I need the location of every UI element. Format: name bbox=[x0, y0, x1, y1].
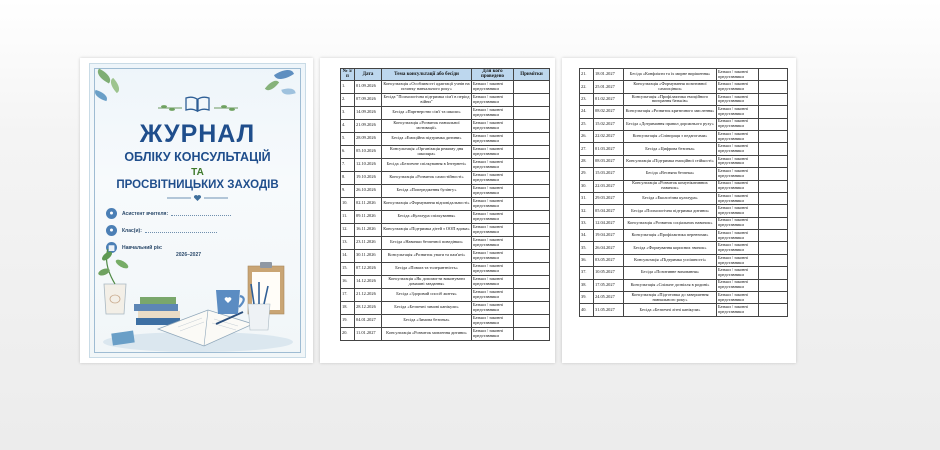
row-audience: Батьки / законні представники bbox=[717, 69, 759, 81]
table-row bbox=[341, 132, 550, 145]
row-notes bbox=[514, 119, 550, 132]
consultations-table-part1 bbox=[340, 68, 550, 341]
row-notes bbox=[514, 236, 550, 249]
row-number: 5. bbox=[341, 132, 355, 145]
row-date: 01.09.2026 bbox=[355, 80, 382, 93]
row-notes bbox=[759, 279, 788, 291]
table-row bbox=[341, 236, 550, 249]
row-number: 26. bbox=[580, 130, 594, 142]
row-number: 17. bbox=[341, 288, 355, 301]
row-number: 40. bbox=[580, 304, 594, 316]
row-audience: Батьки / законні представники bbox=[717, 81, 759, 93]
row-audience: Батьки / законні представники bbox=[472, 262, 514, 275]
row-topic: Бесіда «Безпечні літні канікули» bbox=[624, 304, 717, 316]
row-date: 05.04.2027 bbox=[594, 205, 624, 217]
table-row bbox=[341, 210, 550, 223]
row-notes bbox=[514, 314, 550, 327]
row-number: 39. bbox=[580, 292, 594, 304]
row-audience: Батьки / законні представники bbox=[717, 155, 759, 167]
row-number: 32. bbox=[580, 205, 594, 217]
row-audience: Батьки / законні представники bbox=[717, 279, 759, 291]
row-topic: Консультація «Розвиток мовлення дитини» bbox=[382, 327, 472, 340]
row-audience: Батьки / законні представники bbox=[472, 301, 514, 314]
row-date: 19.10.2026 bbox=[355, 171, 382, 184]
table-header-row bbox=[341, 69, 550, 81]
row-date: 26.04.2027 bbox=[594, 242, 624, 254]
row-number: 29. bbox=[580, 168, 594, 180]
table-row bbox=[580, 81, 788, 93]
row-topic: Консультація «Розвиток навчальної мотивації» bbox=[382, 119, 472, 132]
row-notes bbox=[514, 80, 550, 93]
table-row bbox=[580, 143, 788, 155]
row-topic: Бесіда «Повага та толерантність» bbox=[382, 262, 472, 275]
row-topic: Консультація «Розвиток уваги та пам'яті» bbox=[382, 249, 472, 262]
table-row bbox=[580, 155, 788, 167]
row-topic: Консультація «Організація режиму дня школяра» bbox=[382, 145, 472, 158]
row-topic: Консультація «Підготовка до завершення навчального року» bbox=[624, 292, 717, 304]
row-topic: Консультація «Розвиток соціальних навичок» bbox=[624, 217, 717, 229]
row-notes bbox=[759, 69, 788, 81]
row-topic: Бесіда «Екологічна культура» bbox=[624, 192, 717, 204]
row-date: 31.05.2027 bbox=[594, 304, 624, 316]
row-date: 10.05.2027 bbox=[594, 267, 624, 279]
open-book-icon bbox=[184, 95, 211, 113]
row-notes bbox=[514, 132, 550, 145]
row-date: 11.01.2027 bbox=[355, 327, 382, 340]
row-topic: Бесіда «Партнерство сім'ї та школи» bbox=[382, 106, 472, 119]
row-notes bbox=[514, 327, 550, 340]
row-audience: Батьки / законні представники bbox=[472, 197, 514, 210]
row-date: 09.11.2026 bbox=[355, 210, 382, 223]
year-value: 2026–2027 bbox=[176, 252, 202, 258]
table-row bbox=[341, 288, 550, 301]
row-notes bbox=[514, 145, 550, 158]
desk-illustration bbox=[98, 214, 298, 354]
row-number: 16. bbox=[341, 275, 355, 288]
table-row bbox=[580, 230, 788, 242]
table-row bbox=[580, 168, 788, 180]
row-number: 28. bbox=[580, 155, 594, 167]
table-page-2[interactable] bbox=[562, 58, 796, 363]
row-number: 4. bbox=[341, 119, 355, 132]
row-notes bbox=[759, 254, 788, 266]
row-date: 18.01.2027 bbox=[594, 69, 624, 81]
cover-subtitle-line2: ПРОСВІТНИЦЬКИХ ЗАХОДІВ bbox=[116, 179, 279, 191]
table-row bbox=[580, 217, 788, 229]
row-number: 1. bbox=[341, 80, 355, 93]
row-audience: Батьки / законні представники bbox=[717, 93, 759, 105]
row-number: 2. bbox=[341, 93, 355, 106]
table-row bbox=[580, 279, 788, 291]
row-notes bbox=[759, 168, 788, 180]
row-number: 3. bbox=[341, 106, 355, 119]
row-topic: Консультація «Формування відповідальності» bbox=[382, 197, 472, 210]
row-date: 08.02.2027 bbox=[594, 106, 624, 118]
row-audience: Батьки / законні представники bbox=[472, 314, 514, 327]
row-topic: Бесіда «Дотримання правил дорожнього руху» bbox=[624, 118, 717, 130]
row-notes bbox=[514, 249, 550, 262]
cover-page[interactable] bbox=[80, 58, 313, 363]
row-topic: Бесіда «Зимова безпека» bbox=[382, 314, 472, 327]
row-date: 15.02.2027 bbox=[594, 118, 624, 130]
row-topic: Бесіда «Весняна безпека» bbox=[624, 168, 717, 180]
row-topic: Консультація «Розвиток критичного мислення» bbox=[624, 106, 717, 118]
row-audience: Батьки / законні представники bbox=[472, 223, 514, 236]
year-label: Навчальний рік: bbox=[122, 244, 163, 251]
row-date: 03.05.2027 bbox=[594, 254, 624, 266]
row-topic: Бесіда «Безпечні зимові канікули» bbox=[382, 301, 472, 314]
row-topic: Бесіда «Емоційна підтримка дитини» bbox=[382, 132, 472, 145]
row-number: 22. bbox=[580, 81, 594, 93]
table-row bbox=[341, 262, 550, 275]
row-notes bbox=[759, 143, 788, 155]
row-audience: Батьки / законні представники bbox=[472, 236, 514, 249]
row-notes bbox=[514, 210, 550, 223]
row-date: 05.10.2026 bbox=[355, 145, 382, 158]
table-row bbox=[341, 93, 550, 106]
row-audience: Батьки / законні представники bbox=[472, 119, 514, 132]
row-topic: Бесіда «Психологічна підтримка дитини» bbox=[624, 205, 717, 217]
table-row bbox=[341, 119, 550, 132]
row-date: 21.12.2026 bbox=[355, 288, 382, 301]
row-audience: Батьки / законні представники bbox=[717, 217, 759, 229]
row-date: 15.03.2027 bbox=[594, 168, 624, 180]
row-notes bbox=[514, 275, 550, 288]
row-number: 7. bbox=[341, 158, 355, 171]
row-audience: Батьки / законні представники bbox=[717, 106, 759, 118]
row-number: 15. bbox=[341, 262, 355, 275]
row-notes bbox=[759, 304, 788, 316]
row-audience: Батьки / законні представники bbox=[472, 184, 514, 197]
header-topic: Тема консультації або бесіди bbox=[382, 69, 472, 81]
row-audience: Батьки / законні представники bbox=[472, 210, 514, 223]
table-row bbox=[341, 275, 550, 288]
row-number: 14. bbox=[341, 249, 355, 262]
row-date: 28.12.2026 bbox=[355, 301, 382, 314]
row-notes bbox=[514, 106, 550, 119]
header-number: № з/п bbox=[341, 69, 355, 81]
row-date: 01.02.2027 bbox=[594, 93, 624, 105]
row-audience: Батьки / законні представники bbox=[717, 118, 759, 130]
row-date: 14.09.2026 bbox=[355, 106, 382, 119]
row-number: 8. bbox=[341, 171, 355, 184]
table-row bbox=[341, 249, 550, 262]
table-row bbox=[580, 180, 788, 192]
table-row bbox=[341, 80, 550, 93]
row-notes bbox=[514, 288, 550, 301]
row-notes bbox=[759, 155, 788, 167]
row-number: 31. bbox=[580, 192, 594, 204]
table-row bbox=[341, 145, 550, 158]
row-audience: Батьки / законні представники bbox=[472, 93, 514, 106]
row-notes bbox=[759, 230, 788, 242]
consultations-table-part2 bbox=[579, 68, 788, 317]
header-date: Дата bbox=[355, 69, 382, 81]
table-row bbox=[341, 184, 550, 197]
row-date: 28.09.2026 bbox=[355, 132, 382, 145]
row-date: 21.09.2026 bbox=[355, 119, 382, 132]
table-row bbox=[341, 301, 550, 314]
table-row bbox=[580, 192, 788, 204]
row-date: 12.04.2027 bbox=[594, 217, 624, 229]
table-page-1[interactable] bbox=[320, 58, 555, 363]
table-row bbox=[341, 158, 550, 171]
table-row bbox=[580, 130, 788, 142]
row-notes bbox=[759, 242, 788, 254]
row-notes bbox=[759, 180, 788, 192]
header-audience: Для кого проведено bbox=[472, 69, 514, 81]
row-number: 6. bbox=[341, 145, 355, 158]
row-number: 33. bbox=[580, 217, 594, 229]
row-notes bbox=[514, 223, 550, 236]
row-date: 08.03.2027 bbox=[594, 155, 624, 167]
row-number: 10. bbox=[341, 197, 355, 210]
row-notes bbox=[759, 81, 788, 93]
row-number: 19. bbox=[341, 314, 355, 327]
row-date: 22.02.2027 bbox=[594, 130, 624, 142]
row-notes bbox=[759, 292, 788, 304]
assistant-label: Асистент вчителя: bbox=[122, 210, 169, 217]
row-topic: Консультація «Розвиток комунікативних навичок» bbox=[624, 180, 717, 192]
row-topic: Консультація «Особливості адаптації учнів на початку навчального року» bbox=[382, 80, 472, 93]
row-number: 12. bbox=[341, 223, 355, 236]
row-notes bbox=[759, 192, 788, 204]
table-row bbox=[341, 106, 550, 119]
row-notes bbox=[759, 118, 788, 130]
table-row bbox=[341, 223, 550, 236]
row-notes bbox=[514, 301, 550, 314]
row-topic: Бесіда «Навички безпечної поведінки» bbox=[382, 236, 472, 249]
row-audience: Батьки / законні представники bbox=[717, 242, 759, 254]
row-topic: Консультація «Як допомогти виконувати домашні завдання» bbox=[382, 275, 472, 288]
row-topic: Бесіда «Формування корисних звичок» bbox=[624, 242, 717, 254]
row-audience: Батьки / законні представники bbox=[472, 158, 514, 171]
row-audience: Батьки / законні представники bbox=[472, 80, 514, 93]
group-icon: ● bbox=[106, 225, 117, 236]
row-topic: Консультація «Профілактика емоційного вигорання батьків» bbox=[624, 93, 717, 105]
row-date: 07.09.2026 bbox=[355, 93, 382, 106]
row-audience: Батьки / законні представники bbox=[717, 168, 759, 180]
cover-title: ЖУРНАЛ bbox=[139, 120, 256, 148]
row-notes bbox=[514, 171, 550, 184]
table-row bbox=[580, 304, 788, 316]
row-number: 20. bbox=[341, 327, 355, 340]
header-notes: Примітки bbox=[514, 69, 550, 81]
row-date: 22.03.2027 bbox=[594, 180, 624, 192]
row-topic: Бесіда "Психологічна підтримка сім'ї в період війни" bbox=[382, 93, 472, 106]
table-row bbox=[580, 118, 788, 130]
row-notes bbox=[514, 93, 550, 106]
table-row bbox=[341, 171, 550, 184]
row-number: 38. bbox=[580, 279, 594, 291]
cover-subtitle-connector: ТА bbox=[191, 167, 204, 178]
cover-subtitle-line1: ОБЛІКУ КОНСУЛЬТАЦІЙ bbox=[124, 150, 271, 164]
row-date: 12.10.2026 bbox=[355, 158, 382, 171]
table-row bbox=[580, 93, 788, 105]
person-icon: ● bbox=[106, 208, 117, 219]
row-topic: Консультація «Підтримка дітей з ООП вдома» bbox=[382, 223, 472, 236]
row-audience: Батьки / законні представники bbox=[472, 171, 514, 184]
row-audience: Батьки / законні представники bbox=[472, 106, 514, 119]
row-number: 9. bbox=[341, 184, 355, 197]
row-notes bbox=[514, 262, 550, 275]
row-topic: Консультація «Формування позитивної самооцінки» bbox=[624, 81, 717, 93]
table-row bbox=[580, 69, 788, 81]
row-number: 35. bbox=[580, 242, 594, 254]
row-topic: Консультація «Співпраця з педагогами» bbox=[624, 130, 717, 142]
sprig-icon bbox=[158, 104, 182, 112]
row-topic: Бесіда «Позитивне виховання» bbox=[624, 267, 717, 279]
row-notes bbox=[759, 217, 788, 229]
row-audience: Батьки / законні представники bbox=[472, 145, 514, 158]
calendar-icon: ▦ bbox=[106, 242, 117, 253]
row-topic: Бесіда «Безпечне спілкування в Інтернеті» bbox=[382, 158, 472, 171]
heart-divider-icon bbox=[165, 194, 230, 202]
row-notes bbox=[759, 205, 788, 217]
row-audience: Батьки / законні представники bbox=[472, 132, 514, 145]
row-audience: Батьки / законні представники bbox=[717, 254, 759, 266]
row-notes bbox=[759, 106, 788, 118]
row-date: 16.11.2026 bbox=[355, 223, 382, 236]
row-number: 21. bbox=[580, 69, 594, 81]
table-row bbox=[341, 197, 550, 210]
row-topic: Бесіда «Здоровий спосіб життя» bbox=[382, 288, 472, 301]
table-row bbox=[580, 205, 788, 217]
row-number: 18. bbox=[341, 301, 355, 314]
row-date: 19.04.2027 bbox=[594, 230, 624, 242]
row-number: 37. bbox=[580, 267, 594, 279]
row-date: 04.01.2027 bbox=[355, 314, 382, 327]
row-audience: Батьки / законні представники bbox=[717, 130, 759, 142]
row-number: 36. bbox=[580, 254, 594, 266]
table-row bbox=[580, 254, 788, 266]
row-audience: Батьки / законні представники bbox=[717, 292, 759, 304]
row-topic: Бесіда «Цифрова безпека» bbox=[624, 143, 717, 155]
table-row bbox=[580, 242, 788, 254]
row-number: 34. bbox=[580, 230, 594, 242]
row-audience: Батьки / законні представники bbox=[472, 327, 514, 340]
sprig-icon bbox=[214, 104, 238, 112]
row-audience: Батьки / законні представники bbox=[717, 192, 759, 204]
row-topic: Консультація «Розвиток самостійності» bbox=[382, 171, 472, 184]
row-date: 24.05.2027 bbox=[594, 292, 624, 304]
table-row bbox=[341, 327, 550, 340]
row-audience: Батьки / законні представники bbox=[717, 230, 759, 242]
table-row bbox=[580, 292, 788, 304]
row-date: 07.12.2026 bbox=[355, 262, 382, 275]
row-notes bbox=[759, 130, 788, 142]
row-notes bbox=[514, 158, 550, 171]
row-notes bbox=[759, 93, 788, 105]
row-audience: Батьки / законні представники bbox=[472, 249, 514, 262]
row-audience: Батьки / законні представники bbox=[717, 267, 759, 279]
row-audience: Батьки / законні представники bbox=[717, 180, 759, 192]
row-date: 29.03.2027 bbox=[594, 192, 624, 204]
row-date: 17.05.2027 bbox=[594, 279, 624, 291]
row-date: 25.01.2027 bbox=[594, 81, 624, 93]
row-topic: Консультація «Профілактика перевтоми» bbox=[624, 230, 717, 242]
row-number: 24. bbox=[580, 106, 594, 118]
row-topic: Бесіда «Культура спілкування» bbox=[382, 210, 472, 223]
row-topic: Бесіда «Конфлікти та їх мирне вирішення» bbox=[624, 69, 717, 81]
row-notes bbox=[759, 267, 788, 279]
row-audience: Батьки / законні представники bbox=[472, 288, 514, 301]
cover-artwork bbox=[89, 63, 306, 358]
row-date: 02.11.2026 bbox=[355, 197, 382, 210]
row-audience: Батьки / законні представники bbox=[717, 205, 759, 217]
row-number: 27. bbox=[580, 143, 594, 155]
row-number: 23. bbox=[580, 93, 594, 105]
class-label: Клас(и): bbox=[122, 227, 142, 234]
row-topic: Консультація «Підтримка успішності» bbox=[624, 254, 717, 266]
row-number: 13. bbox=[341, 236, 355, 249]
row-date: 01.03.2027 bbox=[594, 143, 624, 155]
row-topic: Консультація «Підтримка емоційної стійкості» bbox=[624, 155, 717, 167]
table-row bbox=[341, 314, 550, 327]
row-date: 14.12.2026 bbox=[355, 275, 382, 288]
row-date: 30.11.2026 bbox=[355, 249, 382, 262]
row-number: 11. bbox=[341, 210, 355, 223]
row-date: 26.10.2026 bbox=[355, 184, 382, 197]
row-number: 25. bbox=[580, 118, 594, 130]
row-topic: Бесіда «Попередження булінгу» bbox=[382, 184, 472, 197]
row-topic: Консультація «Спільне дозвілля в родині» bbox=[624, 279, 717, 291]
row-notes bbox=[514, 184, 550, 197]
row-audience: Батьки / законні представники bbox=[717, 304, 759, 316]
table-row bbox=[580, 106, 788, 118]
row-audience: Батьки / законні представники bbox=[717, 143, 759, 155]
row-number: 30. bbox=[580, 180, 594, 192]
row-notes bbox=[514, 197, 550, 210]
row-date: 23.11.2026 bbox=[355, 236, 382, 249]
row-audience: Батьки / законні представники bbox=[472, 275, 514, 288]
table-row bbox=[580, 267, 788, 279]
